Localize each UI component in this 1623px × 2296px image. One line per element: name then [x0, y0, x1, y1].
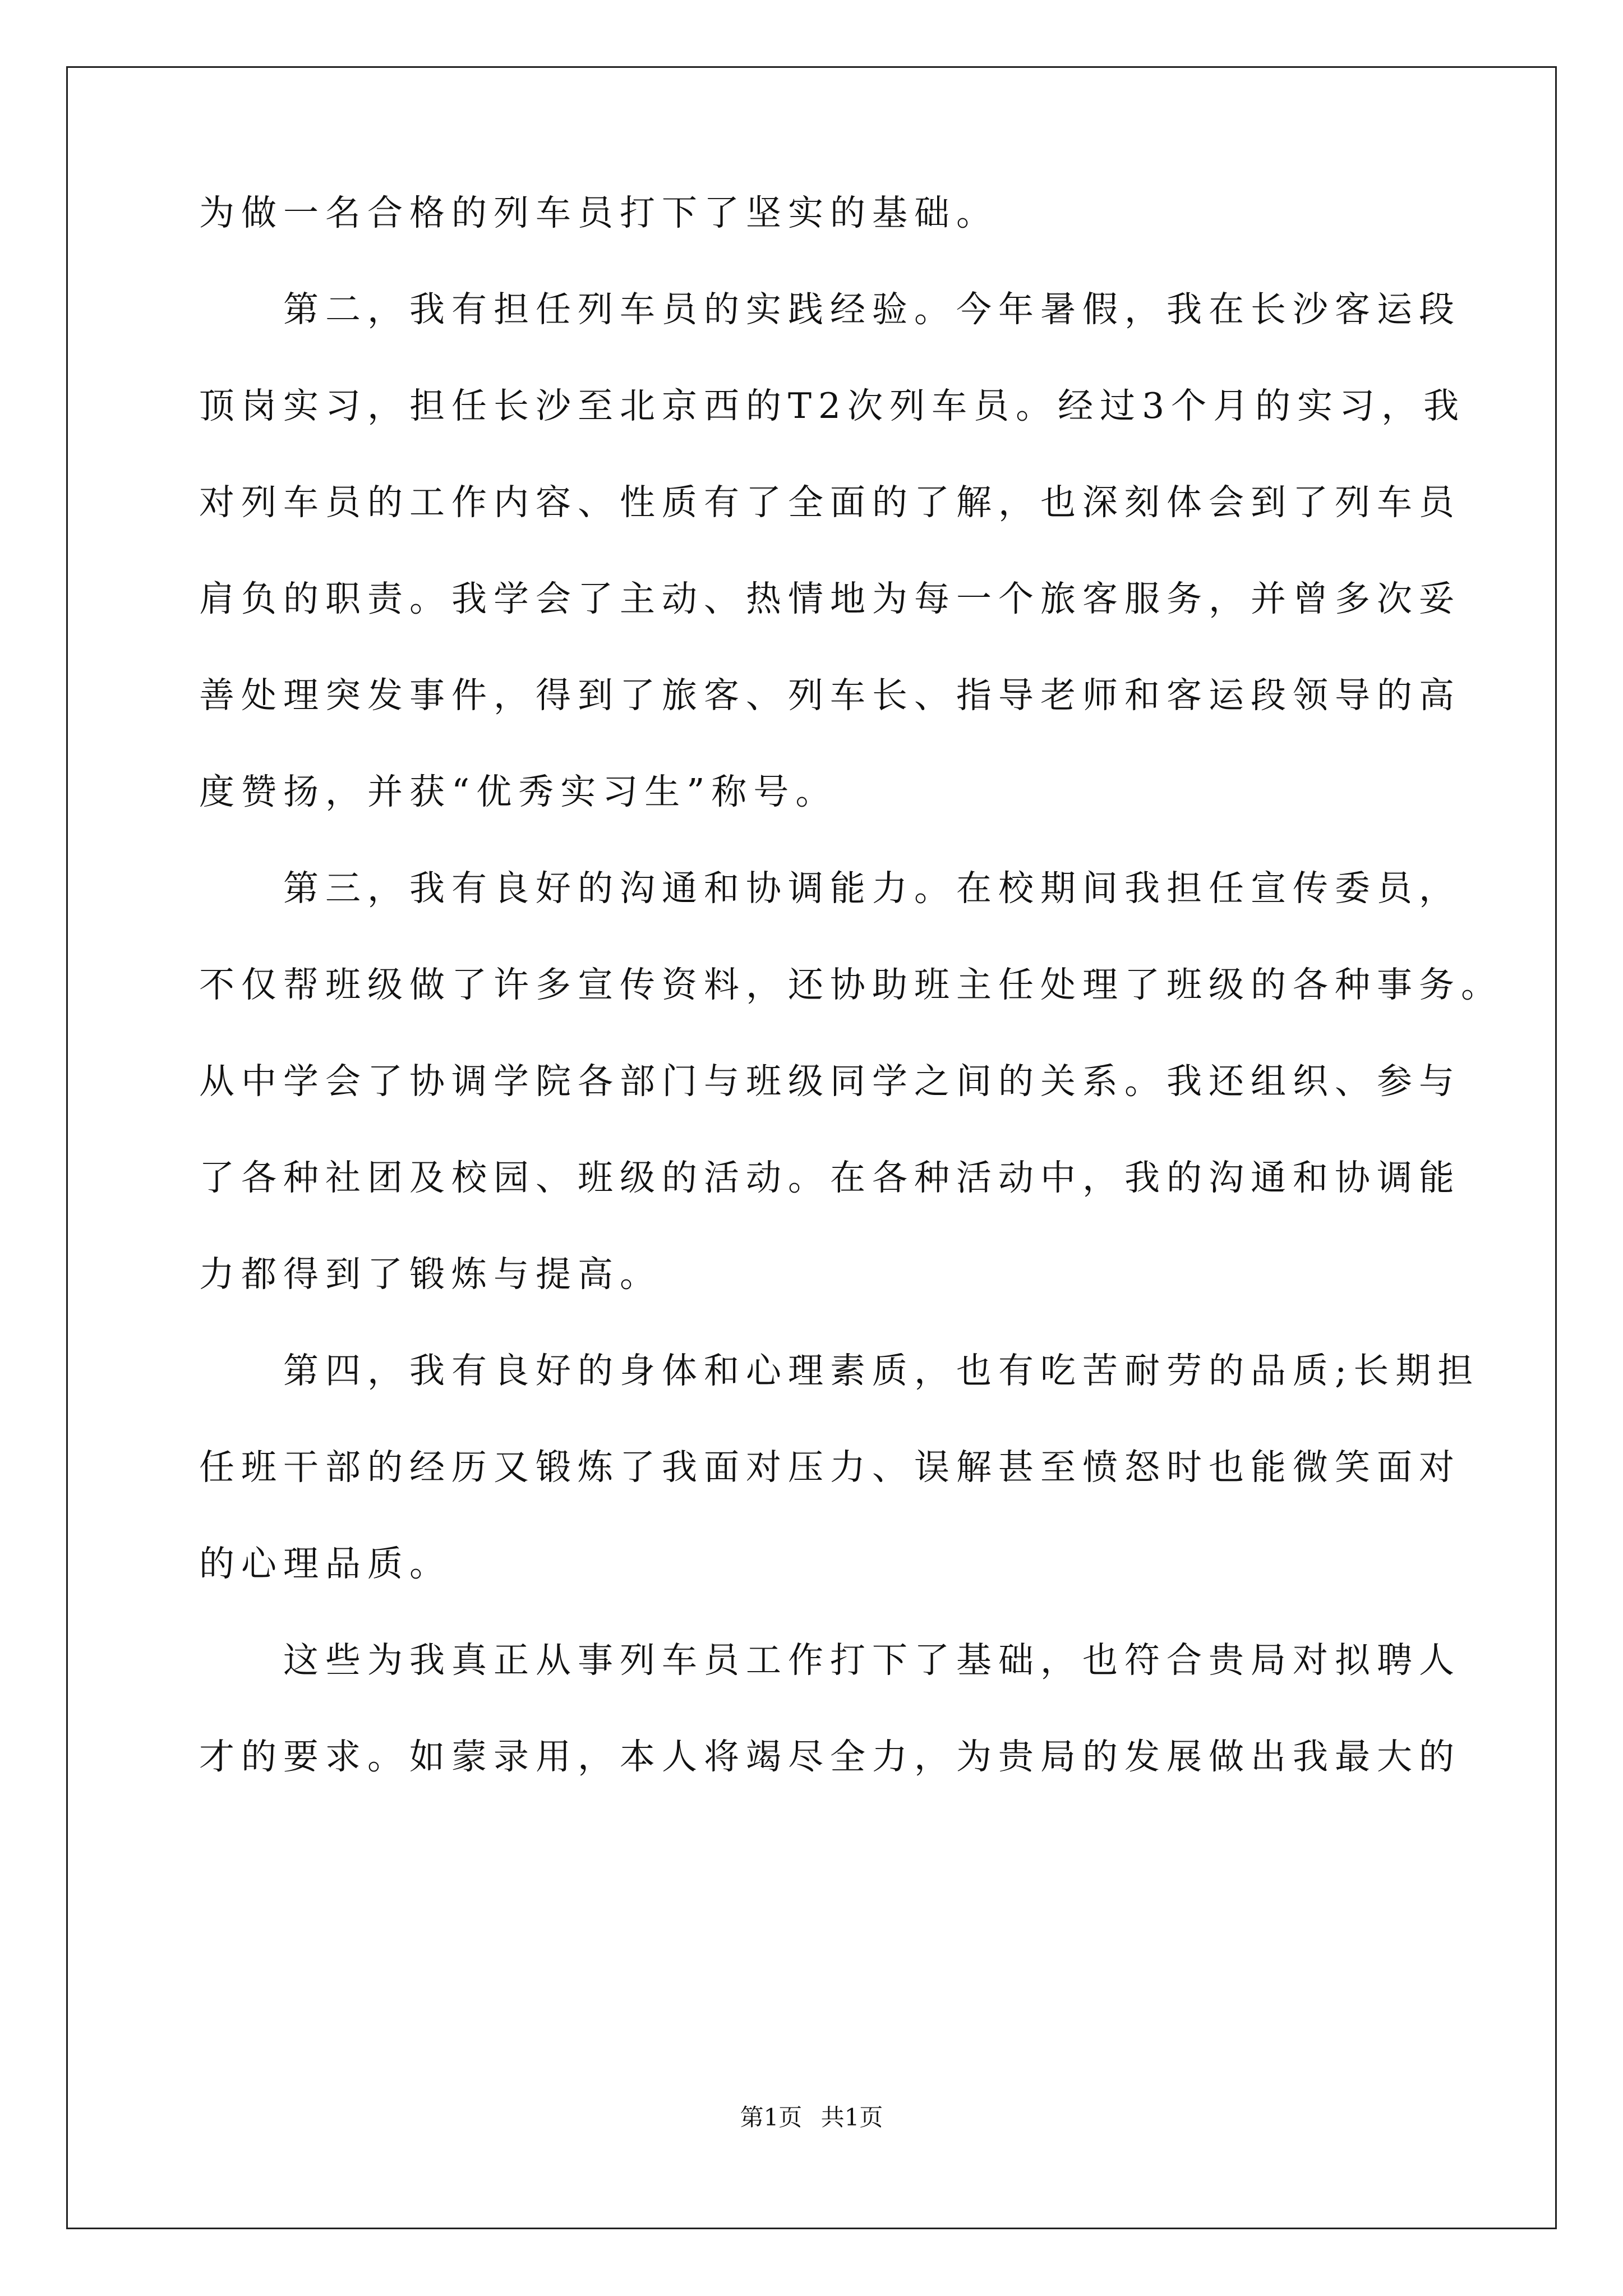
text-line: 从中学会了协调学院各部门与班级同学之间的关系。我还组织、参与: [199, 1061, 1461, 1102]
text-line: 的心理品质。: [199, 1543, 451, 1584]
page-number: 第1页: [740, 2104, 803, 2131]
text-line: 度赞扬，并获“优秀实习生”称号。: [199, 771, 838, 812]
text-line: 力都得到了锻炼与提高。: [199, 1254, 662, 1295]
text-line: 第二，我有担任列车员的实践经验。今年暑假，我在长沙客运段: [199, 289, 1461, 330]
page-footer: [0, 2101, 1623, 2134]
text-line: 善处理突发事件，得到了旅客、列车长、指导老师和客运段领导的高: [199, 675, 1461, 716]
text-line: 肩负的职责。我学会了主动、热情地为每一个旅客服务，并曾多次妥: [199, 578, 1461, 619]
text-line: 不仅帮班级做了许多宣传资料，还协助班主任处理了班级的各种事务。: [199, 964, 1503, 1005]
text-line: 顶岗实习，担任长沙至北京西的T2次列车员。经过3个月的实习，我: [199, 385, 1466, 426]
text-line: 对列车员的工作内容、性质有了全面的了解，也深刻体会到了列车员: [199, 482, 1461, 523]
text-line: 这些为我真正从事列车员工作打下了基础，也符合贵局对拟聘人: [199, 1640, 1461, 1681]
text-line: 第四，我有良好的身体和心理素质，也有吃苦耐劳的品质;长期担: [199, 1350, 1480, 1391]
text-line: 为做一名合格的列车员打下了坚实的基础。: [199, 192, 998, 233]
text-line: 第三，我有良好的沟通和协调能力。在校期间我担任宣传委员，: [199, 868, 1461, 909]
text-line: 才的要求。如蒙录用，本人将竭尽全力，为贵局的发展做出我最大的: [199, 1736, 1461, 1777]
text-line: 了各种社团及校园、班级的活动。在各种活动中，我的沟通和协调能: [199, 1157, 1461, 1198]
page-total: 共1页: [820, 2104, 883, 2131]
text-line: 任班干部的经历又锻炼了我面对压力、误解甚至愤怒时也能微笑面对: [199, 1447, 1461, 1488]
